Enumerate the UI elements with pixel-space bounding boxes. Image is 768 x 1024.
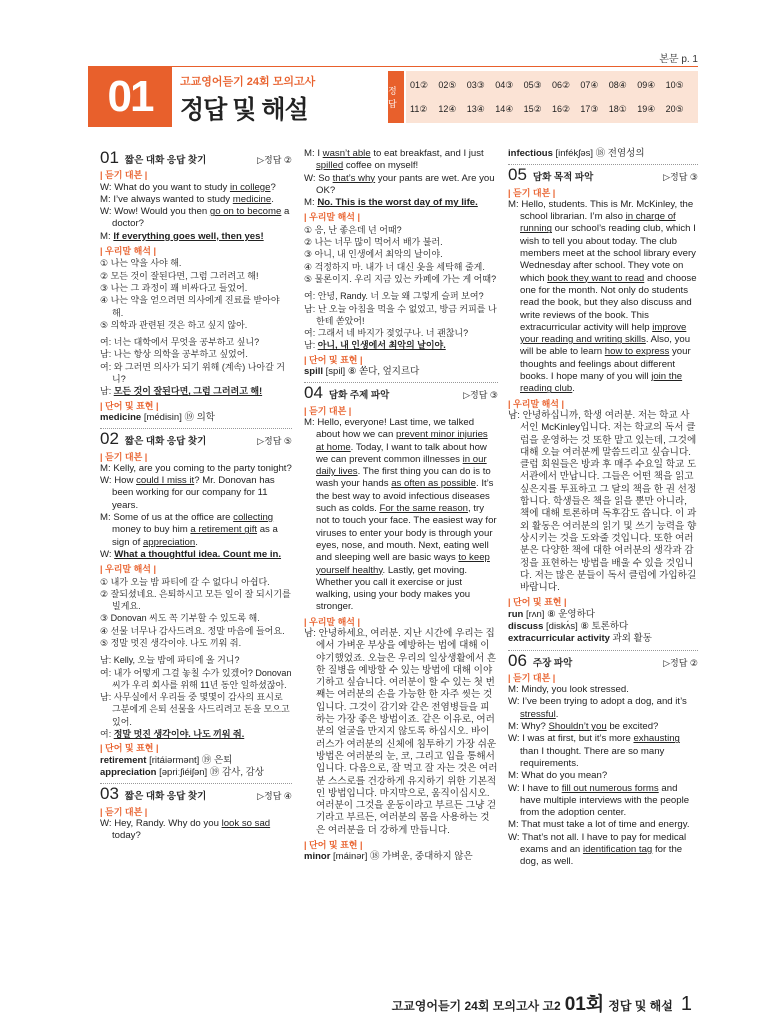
section-label: | 우리말 해석 | bbox=[304, 616, 361, 627]
page-reference: 본문 p. 1 bbox=[659, 54, 698, 65]
question-number: 02 bbox=[100, 429, 119, 449]
script-line: M: If everything goes well, then yes! bbox=[100, 230, 264, 242]
section-header bbox=[304, 383, 498, 403]
section-title bbox=[100, 429, 207, 449]
script-line: M: Kelly, are you coming to the party tonight? bbox=[100, 462, 292, 474]
header-title: 정답 및 해설 bbox=[180, 96, 308, 124]
column-3 bbox=[508, 148, 698, 869]
question-number: 04 bbox=[304, 383, 323, 403]
section-label: | 듣기 대본 | bbox=[100, 451, 148, 462]
answer-cell: 09④ bbox=[637, 79, 656, 90]
section-title bbox=[100, 784, 207, 804]
question-number: 06 bbox=[508, 650, 527, 670]
vocab-entry: run [rʌn] ⑧ 운영하다 bbox=[508, 608, 595, 620]
correct-answer: ▷정답 ② bbox=[257, 155, 292, 165]
answer-cell: 15② bbox=[523, 103, 542, 114]
section-label: | 단어 및 표현 | bbox=[304, 354, 363, 365]
script-line: W: What a thoughtful idea. Count me in. bbox=[100, 548, 282, 560]
vocab-entry: discuss [diskʌ́s] ⑧ 토론하다 bbox=[508, 620, 629, 632]
translation-line: 남: 사무실에서 우리들 중 몇몇이 감사의 표시로 그분에게 은퇴 선물을 사드리려고 돈을 모으고 있어. bbox=[100, 692, 290, 727]
translation-line: ② 나는 너무 많이 먹어서 배가 불러. bbox=[304, 237, 443, 248]
translation-line: ④ 선물 너무나 감사드려요. 정말 마음에 들어요. bbox=[100, 625, 285, 636]
question-type: 짧은 대화 응답 찾기 bbox=[124, 791, 207, 803]
vocab-entry: appreciation [əpriːʃiéiʃən] ⑲ 감사, 감상 bbox=[100, 766, 264, 778]
section-label: | 우리말 해석 | bbox=[100, 246, 157, 257]
script-line: M: Hello, students. This is Mr. McKinley, the school librarian. I’m also in charge of running our school’s reading club, which I wish to tell you about today. The club members meet at the school library every Wednesday after school. They vote on which book they want to read and choose one for the month. Not only do students read the book, but they also discuss and write reviews of the book. This extracurricular activity will help improve your reading and writing skills. Also, you will be able to learn how to express your thoughts and feelings about different books. I hope many of you will join the reading club. bbox=[508, 198, 697, 395]
page-footer bbox=[392, 989, 692, 1016]
translation-line: 여: 와 그러면 의사가 되기 위해 (계속) 나아갈 거니? bbox=[100, 361, 285, 385]
answer-cell: 08④ bbox=[608, 79, 627, 90]
answer-cell: 03③ bbox=[466, 79, 485, 90]
answer-cell: 02⑤ bbox=[438, 79, 457, 90]
translation-line: 여: 그래서 네 바지가 젖었구나. 너 괜찮니? bbox=[304, 328, 469, 339]
translation-line: ③ 아니, 내 인생에서 최악의 날이야. bbox=[304, 249, 443, 260]
section-label: | 단어 및 표현 | bbox=[100, 400, 159, 411]
question-number: 03 bbox=[100, 784, 119, 804]
question-type: 짧은 대화 응답 찾기 bbox=[124, 436, 207, 448]
header-title-block bbox=[180, 73, 315, 126]
section-title bbox=[508, 650, 573, 670]
divider bbox=[304, 382, 498, 383]
answer-header bbox=[88, 66, 698, 126]
answer-cell: 18① bbox=[608, 103, 627, 114]
script-line: M: That must take a lot of time and energy. bbox=[508, 819, 690, 831]
answer-cell: 13④ bbox=[466, 103, 485, 114]
script-line: M: Why? Shouldn’t you be excited? bbox=[508, 721, 659, 733]
translation-line: 남: 모든 것이 잘된다면, 그럼 그러려고 해! bbox=[100, 386, 263, 397]
translation-line: ② 잘되셨네요. 은퇴하시고 모든 일이 잘 되시기를 빌게요. bbox=[100, 588, 291, 612]
page-number: 1 bbox=[680, 993, 692, 1015]
script-line: 남: 안녕하십니까, 학생 여러분. 저는 학교 사서인 McKinley입니다. 저는 학교의 독서 클럽을 운영하는 것 또한 맡고 있는데, 그것에 대해 오늘 여러분께 말씀드리고 싶습니다. 클럽 회원들은 방과 후 매주 수요일 학교 도서관에서 만납니다. 그들은 어떤 책을 읽고 싶은지를 투표하고 그 달의 책을 한 권 선정합니다. 학생들은 책을 읽을 뿐만 아니라, 책에 대해 토론하며 독후감도 씁니다. 이 과외 활동은 여러분의 읽기 및 쓰기 능력을 향상시키는 것을 도와줄 것입니다. 또한 여러분은 다양한 책에 대한 여러분의 생각과 감정을 표현하는 방법을 배울 수 있을 것입니다. 저는 많은 분들이 독서 클럽에 가입하길 바랍니다. bbox=[508, 409, 697, 594]
section-label: | 듣기 대본 | bbox=[100, 170, 148, 181]
vocab-entry: infectious [infékʃəs] ⑱ 전염성의 bbox=[508, 148, 645, 159]
section-header bbox=[508, 165, 698, 185]
footer-text: 고교영어듣기 24회 모의고사 고2 bbox=[391, 999, 561, 1013]
section-label: | 듣기 대본 | bbox=[508, 187, 556, 198]
vocab-entry: minor [máinər] ⑱ 가벼운, 중대하지 않은 bbox=[304, 851, 473, 863]
answer-cell: 12④ bbox=[438, 103, 457, 114]
script-line: M: I’ve always wanted to study medicine. bbox=[100, 193, 274, 205]
translation-line: 여: 너는 대학에서 무엇을 공부하고 싶니? bbox=[100, 337, 260, 348]
section-label: | 우리말 해석 | bbox=[508, 398, 565, 409]
divider bbox=[508, 164, 698, 165]
correct-answer: ▷정답 ③ bbox=[463, 390, 498, 401]
translation-line: ① 나는 약을 사야 해. bbox=[100, 258, 182, 269]
answer-cell: 07④ bbox=[580, 79, 599, 90]
test-number: 01 bbox=[88, 67, 172, 127]
correct-answer: ▷정답 ⑤ bbox=[257, 436, 292, 447]
translation-line: ⑤ 물론이지. 우리 지금 있는 카페에 가는 게 어때? bbox=[304, 273, 497, 284]
correct-answer: ▷정답 ④ bbox=[257, 791, 292, 802]
answer-cell: 11② bbox=[410, 103, 428, 114]
script-line: M: Hello, everyone! Last time, we talked about how we can prevent minor injuries at home. Today, I want to talk about how we can prevent common illnesses in our daily lives. The first thing you can do is to wash your hands as often as possible. It’s the best way to avoid infectious diseases such as colds. For the same reason, try not to touch your face. The easiest way for viruses to enter your body is through your eyes, nose, and mouth. Next, eating well and sleeping well are basic ways to keep yourself healthy. Lastly, get moving. Whether you call it exercise or just walking, using your body makes you stronger. bbox=[304, 416, 497, 613]
translation-line: ④ 나는 약을 얻으려면 의사에게 진료를 받아야 해. bbox=[100, 295, 280, 318]
section-title bbox=[100, 148, 207, 167]
script-line: M: No. This is the worst day of my life. bbox=[304, 197, 478, 209]
answers-label bbox=[388, 71, 404, 123]
answer-key-grid bbox=[406, 71, 698, 123]
answer-cell: 14④ bbox=[495, 103, 514, 114]
script-line: W: Hey, Randy. Why do you look so sad today? bbox=[100, 817, 271, 842]
translation-line: ④ 걱정하지 마. 내가 너 대신 옷을 세탁해 줄게. bbox=[304, 261, 485, 272]
header-subtitle: 고교영어듣기 24회 모의고사 bbox=[180, 76, 316, 88]
answer-cell: 20⑤ bbox=[665, 103, 684, 114]
script-line: W: What do you want to study in college? bbox=[100, 181, 276, 193]
translation-line: 여: 정말 멋진 생각이야. 나도 끼워 줘. bbox=[100, 729, 245, 740]
script-line: M: What do you mean? bbox=[508, 770, 608, 782]
answer-cell: 17③ bbox=[580, 103, 599, 114]
footer-round: 01회 bbox=[564, 994, 605, 1015]
translation-line: ⑤ 정말 멋진 생각이야. 나도 끼워 줘. bbox=[100, 637, 242, 648]
vocab-entry: retirement [ritáiərmənt] ⑲ 은퇴 bbox=[100, 754, 233, 766]
section-header bbox=[100, 784, 292, 804]
script-line: W: So that’s why your pants are wet. Are you OK? bbox=[304, 172, 495, 196]
script-line: W: How could I miss it? Mr. Donovan has been working for our company for 11 years. bbox=[100, 475, 275, 511]
answers-label-text: 정 답 bbox=[388, 86, 397, 109]
correct-answer: ▷정답 ② bbox=[663, 657, 698, 668]
divider bbox=[508, 650, 698, 651]
vocab-entry: medicine [médisin] ⑲ 의학 bbox=[100, 411, 215, 423]
script-line: W: I was at first, but it’s more exhausting than I thought. There are so many requirements. bbox=[508, 733, 680, 769]
script-line: W: I have to fill out numerous forms and have multiple interviews with the people from the adoption center. bbox=[508, 782, 690, 819]
section-label: | 단어 및 표현 | bbox=[304, 840, 363, 851]
translation-line: ① 응, 난 좋은데 넌 어때? bbox=[304, 224, 402, 235]
question-type: 짧은 대화 응답 찾기 bbox=[124, 155, 207, 166]
section-label: | 듣기 대본 | bbox=[304, 405, 352, 416]
column-1 bbox=[100, 148, 292, 842]
section-header bbox=[100, 429, 292, 449]
translation-line: 남: Kelly, 오늘 밤에 파티에 올 거니? bbox=[100, 655, 240, 666]
divider bbox=[100, 783, 292, 784]
translation-line: 남: 난 오늘 아침을 먹을 수 없었고, 방금 커피를 나한테 쏟았어! bbox=[304, 303, 497, 326]
section-label: | 듣기 대본 | bbox=[508, 672, 556, 683]
translation-line: ③ Donovan 씨도 꼭 기부할 수 있도록 해. bbox=[100, 613, 260, 624]
section-label: | 단어 및 표현 | bbox=[508, 597, 567, 608]
translation-line: ⑤ 의학과 관련된 것은 하고 싶지 않아. bbox=[100, 319, 248, 330]
translation-line: 남: 아니, 내 인생에서 최악의 날이야. bbox=[304, 340, 446, 351]
section-label: | 듣기 대본 | bbox=[100, 806, 148, 817]
question-type: 담화 목적 파악 bbox=[532, 172, 594, 184]
script-line: M: Some of us at the office are collecting money to buy him a retirement gift as a sign of appreciation. bbox=[100, 512, 278, 548]
section-label: | 우리말 해석 | bbox=[304, 212, 361, 223]
script-line: M: Mindy, you look stressed. bbox=[508, 684, 629, 696]
section-header bbox=[100, 148, 292, 167]
script-line: W: That’s not all. I have to pay for medical exams and an identification tag for the dog, as well. bbox=[508, 831, 687, 868]
answer-cell: 01② bbox=[410, 79, 429, 90]
answer-cell: 10⑤ bbox=[665, 79, 684, 90]
answer-cell: 05③ bbox=[523, 79, 542, 90]
translation-line: ① 내가 오늘 밤 파티에 갈 수 없다니 아쉽다. bbox=[100, 576, 270, 587]
section-title bbox=[508, 165, 594, 185]
correct-answer: ▷정답 ③ bbox=[663, 172, 698, 183]
translation-line: ② 모든 것이 잘된다면, 그럼 그러려고 해! bbox=[100, 270, 259, 281]
question-number: 05 bbox=[508, 165, 527, 185]
question-type: 담화 주제 파악 bbox=[328, 390, 390, 402]
footer-label: 정답 및 해설 bbox=[608, 999, 673, 1013]
question-type: 주장 파악 bbox=[532, 657, 573, 669]
script-line: 남: 안녕하세요, 여러분. 지난 시간에 우리는 집에서 가벼운 부상을 예방하는 법에 대해 이야기했었죠. 오늘은 우리의 일상생활에서 흔한 질병을 예방할 수 있는 방법에 대해 이야기하고 싶습니다. 여러분이 할 수 있는 첫 번째는 여러분의 손을 가능한 한 자주 씻는 것입니다. 그것이 감기와 같은 전염병들을 피하는 가장 좋은 방법이죠. 같은 이유로, 여러분의 얼굴을 만지지 않도록 하십시오. 바이러스가 여러분의 신체에 침투하기 가장 쉬운 방법은 여러분의 눈, 코, 그리고 입을 통해서입니다. 다음으로, 잘 먹고 잘 자는 것은 여러분 스스로를 건강하게 유지하기 위한 기본적인 방법입니다. 마지막으로, 움직이십시오. 여러분이 그것을 운동이라고 부르든 그냥 걷기라고 부르든, 여러분의 몸을 사용하는 것은 여러분을 더 강하게 만듭니다. bbox=[304, 627, 498, 836]
translation-line: 남: 나는 항상 의학을 공부하고 싶었어. bbox=[100, 349, 248, 360]
answer-cell: 04③ bbox=[495, 79, 514, 90]
translation-line: ③ 나는 그 과정이 꽤 비싸다고 들었어. bbox=[100, 282, 248, 293]
answer-cell: 19④ bbox=[637, 103, 656, 114]
translation-line: 여: 안녕, Randy. 너 오늘 왜 그렇게 슬퍼 보여? bbox=[304, 291, 484, 302]
section-label: | 우리말 해석 | bbox=[100, 564, 157, 575]
column-2 bbox=[304, 148, 498, 864]
script-line: M: I wasn’t able to eat breakfast, and I just spilled coffee on myself! bbox=[304, 148, 484, 172]
section-label: | 단어 및 표현 | bbox=[100, 743, 159, 754]
divider bbox=[100, 428, 292, 429]
section-header bbox=[508, 650, 698, 670]
script-line: W: Wow! Would you then go on to become a doctor? bbox=[100, 206, 290, 230]
question-number: 01 bbox=[100, 148, 119, 167]
section-title bbox=[304, 383, 390, 403]
vocab-entry: extracurricular activity 과외 활동 bbox=[508, 633, 652, 645]
answer-cell: 16② bbox=[551, 103, 571, 114]
translation-line: 여: 내가 어떻게 그걸 놓칠 수가 있겠어? Donovan 씨가 우리 회사를 위해 11년 동안 일하셨잖아. bbox=[100, 667, 292, 690]
vocab-entry: spill [spil] ⑧ 쏟다, 엎지르다 bbox=[304, 366, 420, 378]
script-line: W: I’ve been trying to adopt a dog, and it’s stressful. bbox=[508, 696, 687, 720]
answer-cell: 06② bbox=[551, 79, 571, 90]
